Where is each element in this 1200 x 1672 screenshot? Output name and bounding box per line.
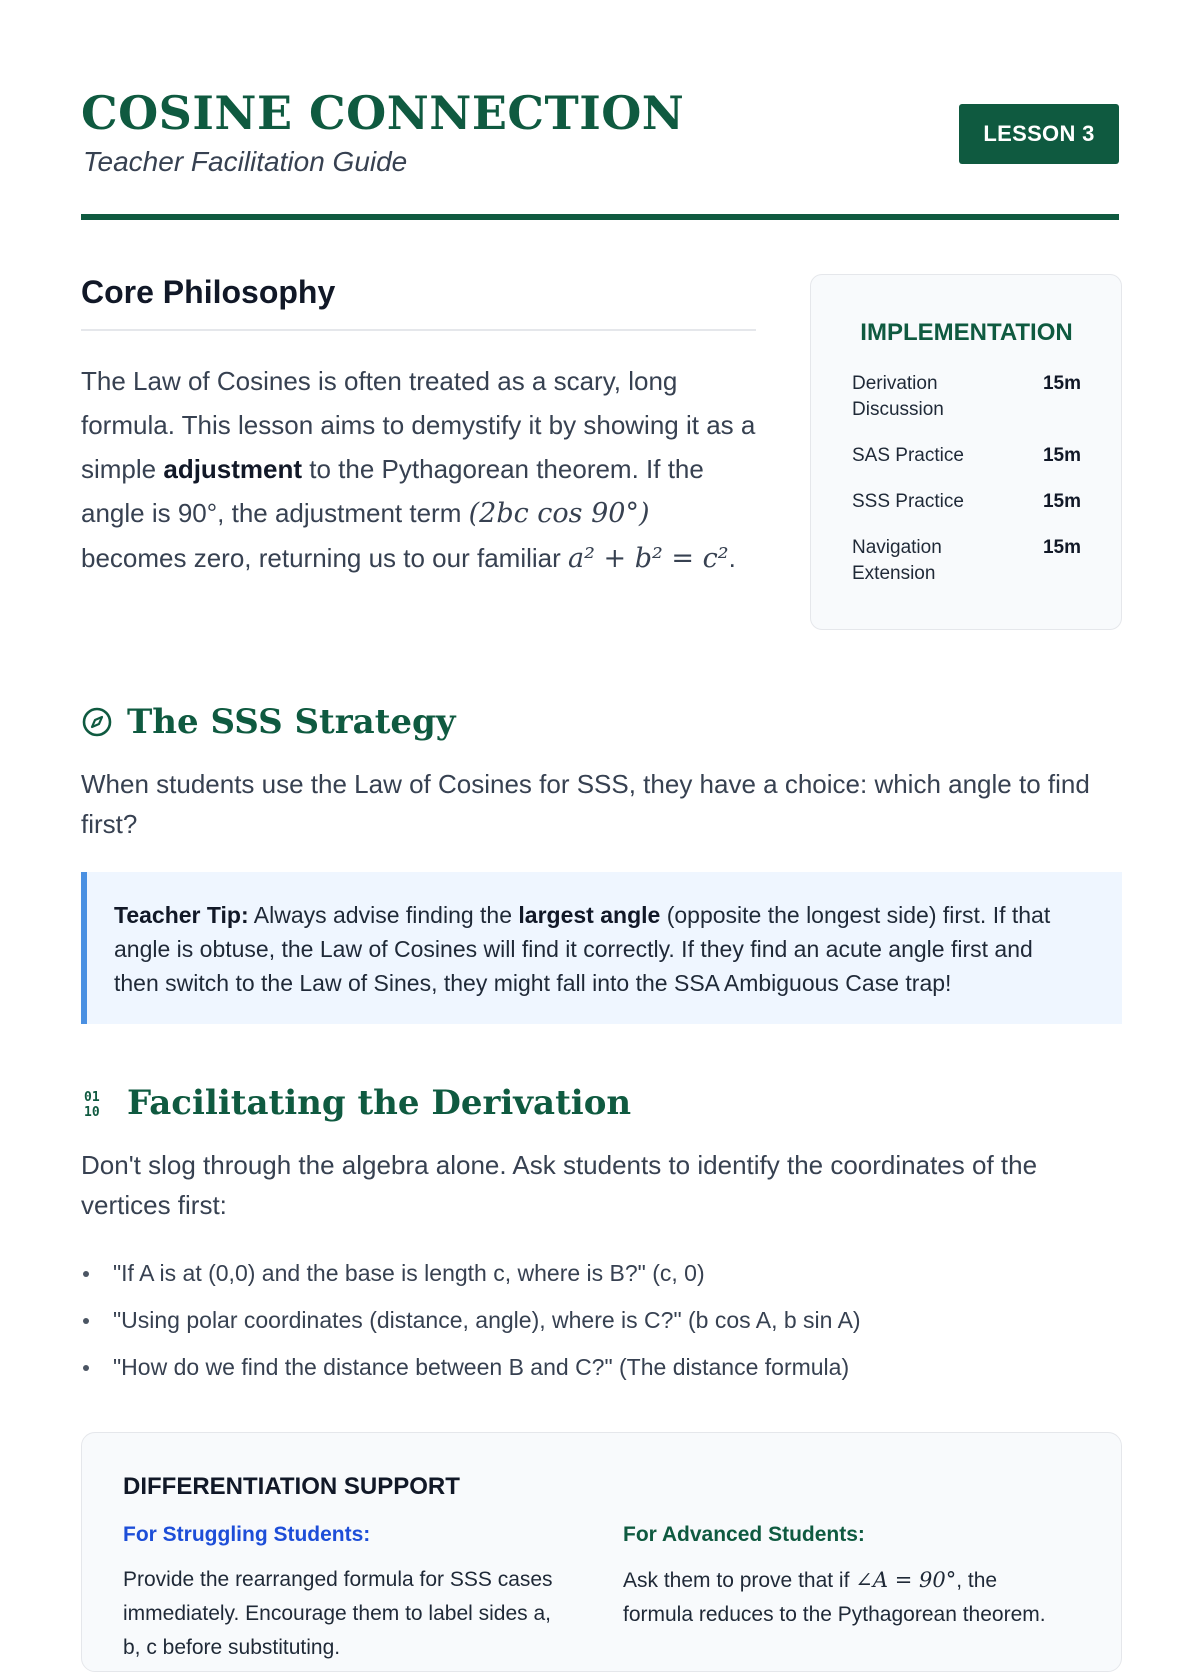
teacher-tip-label: Teacher Tip:: [114, 902, 249, 928]
derivation-heading: [81, 1083, 631, 1123]
core-philosophy-heading: Core Philosophy: [81, 274, 756, 331]
struggling-students-column: [123, 1523, 563, 1665]
advanced-heading: For Advanced Students:: [623, 1523, 865, 1546]
advanced-text-part: Ask them to prove that if: [623, 1569, 856, 1592]
implementation-label: Navigation Extension: [852, 537, 942, 584]
adjustment-term: (2bc cos 90°): [468, 498, 650, 529]
advanced-text-part: , the formula reduces to the Pythagorean theorem.: [623, 1569, 1046, 1626]
core-text-part: .: [728, 543, 736, 573]
sss-strategy-text: When students use the Law of Cosines for SSS, they have a choice: which angle to find first?: [81, 769, 1090, 839]
implementation-row: [852, 535, 1081, 587]
struggling-text: Provide the rearranged formula for SSS cases immediately. Encourage them to label sides a, b, c before substituting.: [123, 1568, 553, 1659]
derivation-text: Don't slog through the algebra alone. Ask students to identify the coordinates of the vertices first:: [81, 1150, 1038, 1220]
differentiation-title: DIFFERENTIATION SUPPORT: [123, 1473, 460, 1500]
implementation-row: [852, 489, 1081, 515]
core-philosophy-section: [81, 274, 756, 581]
header: [81, 80, 1119, 220]
advanced-students-column: [623, 1523, 1063, 1665]
implementation-label: Derivation Discussion: [852, 373, 944, 420]
differentiation-card: [81, 1432, 1122, 1672]
tip-text-part: (opposite the longest side) first. If that angle is obtuse, the Law of Cosines will find it correctly. If they find an acute angle first and then switch to the Law of Sines, they might fall into the SSA Ambiguous Case trap!: [114, 902, 1051, 996]
implementation-row: [852, 371, 1081, 423]
list-item: "Using polar coordinates (distance, angle), where is C?" (b cos A, b sin A): [81, 1297, 1121, 1344]
pythagorean-equation: a² + b² = c²: [568, 543, 729, 574]
implementation-time: 15m: [1042, 537, 1081, 558]
core-text-bold: adjustment: [163, 454, 303, 484]
page-subtitle: Teacher Facilitation Guide: [83, 146, 408, 177]
implementation-panel: [810, 274, 1122, 630]
implementation-time: 15m: [1042, 491, 1081, 512]
advanced-text: [623, 1563, 1063, 1632]
implementation-label: SAS Practice: [852, 445, 964, 466]
derivation-question-list: [81, 1250, 1121, 1391]
differentiation-columns: [123, 1523, 1081, 1665]
section-title: Facilitating the Derivation: [127, 1083, 632, 1123]
lesson-badge: LESSON 3: [959, 104, 1119, 164]
svg-text:10: 10: [84, 1105, 100, 1120]
implementation-time: 15m: [1042, 373, 1081, 394]
core-text-part: The Law of Cosines is often treated as a scary, long formula. This lesson aims to demystify it by showing it as a simple: [81, 366, 756, 484]
svg-text:01: 01: [84, 1090, 100, 1105]
core-text-part: to the Pythagorean theorem. If the angle is 90°, the adjustment term: [81, 454, 704, 528]
tip-text-part: Always advise finding the: [248, 902, 519, 928]
struggling-heading: For Struggling Students:: [123, 1523, 371, 1546]
implementation-time: 15m: [1042, 445, 1081, 466]
page-title: COSINE CONNECTION: [81, 86, 685, 140]
tip-text-bold: largest angle: [518, 902, 661, 928]
binary-icon: [81, 1087, 113, 1119]
section-title: The SSS Strategy: [127, 702, 456, 742]
core-philosophy-text: [81, 359, 756, 581]
compass-icon: [81, 706, 113, 738]
implementation-label: SSS Practice: [852, 491, 964, 512]
core-text-part: becomes zero, returning us to our familiar: [81, 543, 568, 573]
angle-expression: ∠A = 90°: [855, 1568, 957, 1592]
list-item: "If A is at (0,0) and the base is length c, where is B?" (c, 0): [81, 1250, 1121, 1297]
list-item: "How do we find the distance between B and C?" (The distance formula): [81, 1344, 1121, 1391]
sss-strategy-heading: [81, 702, 456, 742]
implementation-title: IMPLEMENTATION: [860, 319, 1073, 346]
teacher-tip: [81, 872, 1122, 1024]
implementation-row: [852, 443, 1081, 469]
